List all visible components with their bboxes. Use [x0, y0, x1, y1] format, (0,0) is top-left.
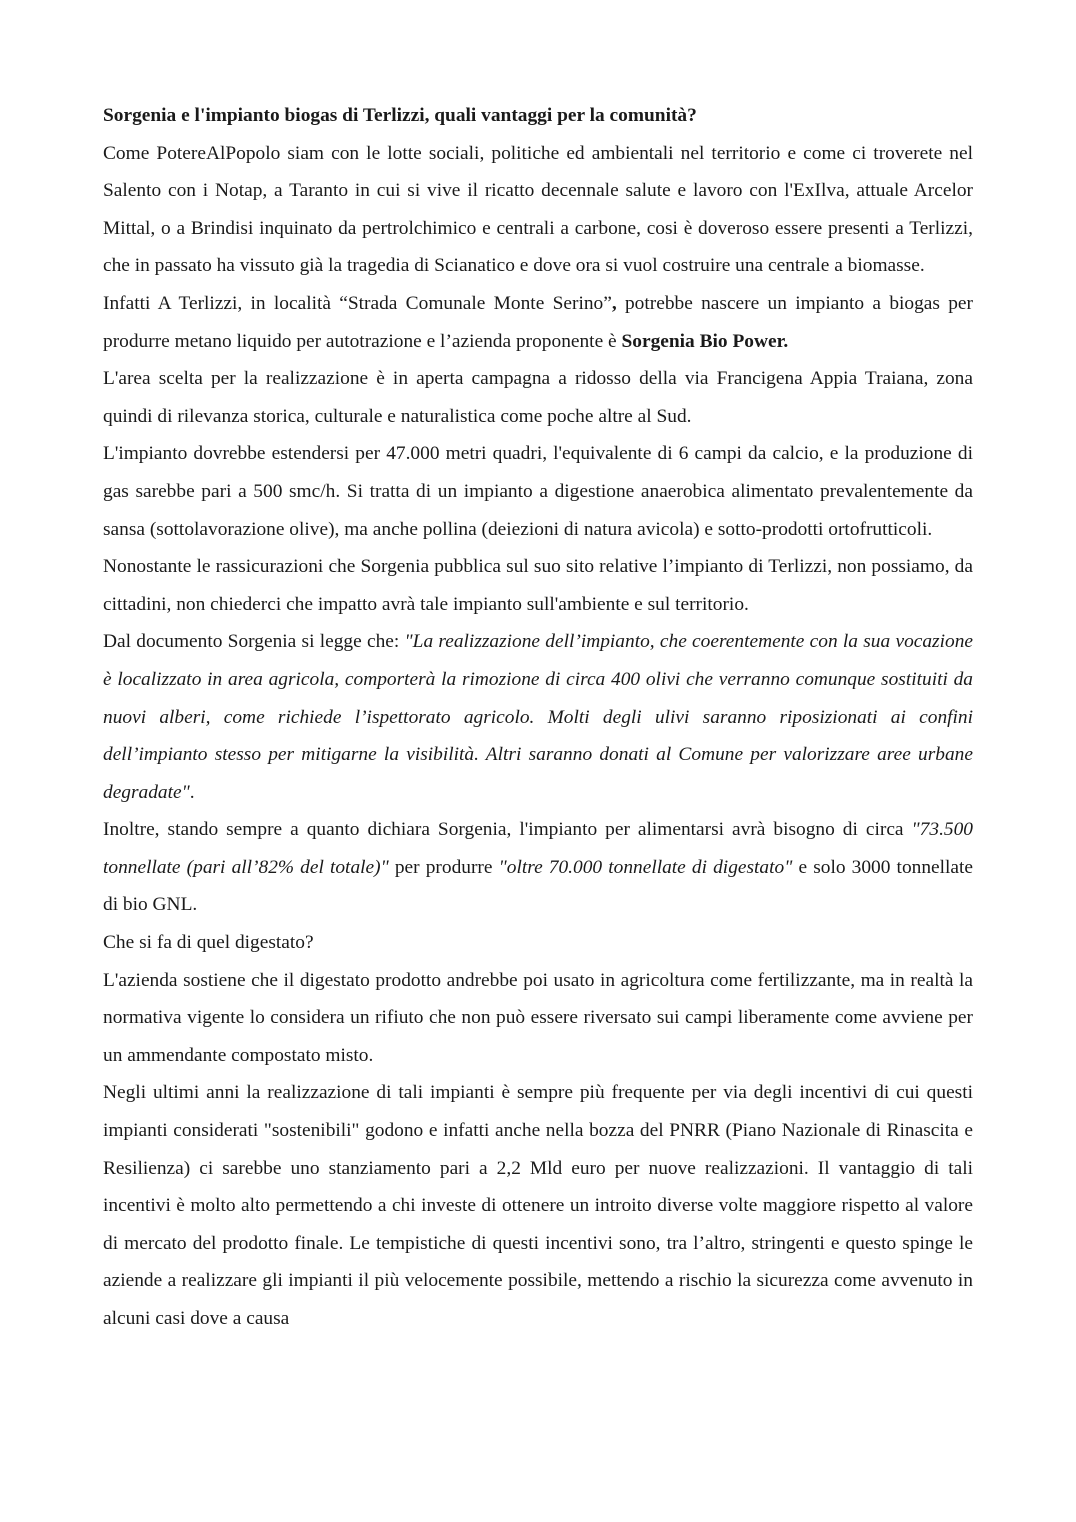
quote-text: "La realizzazione dell’impianto, che coerentemente con la sua vocazione è localizzato in area agricola, comporterà la rimozione di circa 400 olivi che verranno comunque sostituiti da nuovi alberi, come richiede l’ispettorato agricolo. Molti degli ulivi saranno riposizionati ai confini dell’impianto stesso per mitigarne la visibilità. Altri saranno donati al Comune per valorizzare aree urbane degradate" — [103, 631, 973, 803]
paragraph-location-text: Infatti A Terlizzi, in località “Strada Comunale Monte Serino” — [103, 292, 612, 314]
tonnage-quote-1: "73.500 tonnellate (pari all’82% del totale)" — [103, 819, 973, 878]
paragraph-tonnage — [103, 811, 973, 924]
tonnage-text-2: per produrre — [388, 856, 499, 878]
paragraph-location — [103, 285, 973, 360]
company-name: Sorgenia Bio Power. — [621, 330, 789, 352]
document-page — [103, 97, 973, 1338]
paragraph-location-comma: , — [611, 292, 617, 314]
paragraph-question: Che si fa di quel digestato? — [103, 932, 314, 954]
paragraph-location-text-2: potrebbe nascere un impianto a biogas per produrre metano liquido per autotrazione e l’azienda proponente è — [103, 292, 973, 352]
paragraph-document-quote — [103, 623, 973, 811]
quote-intro: Dal documento Sorgenia si legge che: — [103, 631, 405, 653]
paragraph-incentives: Negli ultimi anni la realizzazione di tali impianti è sempre più frequente per via degli incentivi di cui questi impianti considerati "sostenibili" godono e infatti anche nella bozza del PNRR (Piano Nazionale di Rinascita e Resilienza) ci sarebbe uno stanziamento pari a 2,2 Mld euro per nuove realizzazioni. Il vantaggio di tali incentivi è molto alto permettendo a chi investe di ottenere un introito diverse volte maggiore rispetto al valore di mercato del prodotto finale. Le tempistiche di questi incentivi sono, tra l’altro, stringenti e questo spinge le aziende a realizzare gli impianti il più velocemente possibile, mettendo a rischio la sicurezza come avvenuto in alcuni casi dove a causa — [103, 1082, 973, 1329]
tonnage-text-1: Inoltre, stando sempre a quanto dichiara Sorgenia, l'impianto per alimentarsi avrà bisogno di circa — [103, 819, 912, 841]
paragraph-area: L'area scelta per la realizzazione è in aperta campagna a ridosso della via Francigena Appia Traiana, zona quindi di rilevanza storica, culturale e naturalistica come poche altre al Sud. — [103, 368, 973, 427]
paragraph-digestate: L'azienda sostiene che il digestato prodotto andrebbe poi usato in agricoltura come fertilizzante, ma in realtà la normativa vigente lo considera un rifiuto che non può essere riversato sui campi liberamente come avviene per un ammendante compostato misto. — [103, 969, 973, 1066]
paragraph-reassurances: Nonostante le rassicurazioni che Sorgenia pubblica sul suo sito relative l’impianto di Terlizzi, non possiamo, da cittadini, non chiederci che impatto avrà tale impianto sull'ambiente e sul territorio. — [103, 556, 973, 615]
quote-end: . — [189, 781, 195, 803]
document-title: Sorgenia e l'impianto biogas di Terlizzi, quali vantaggi per la comunità? — [103, 105, 697, 126]
paragraph-intro: Come PotereAlPopolo siam con le lotte sociali, politiche ed ambientali nel territorio e come ci troverete nel Salento con i Notap, a Taranto in cui si vive il ricatto decennale salute e lavoro con l'ExIlva, attuale Arcelor Mittal, o a Brindisi inquinato da pertrolchimico e centrali a carbone, cosi è doveroso essere presenti a Terlizzi, che in passato ha vissuto già la tragedia di Scianatico e dove ora si vuol costruire una centrale a biomasse. — [103, 142, 973, 277]
tonnage-text-3: e solo 3000 tonnellate di bio GNL. — [103, 856, 974, 916]
paragraph-plant-size: L'impianto dovrebbe estendersi per 47.000 metri quadri, l'equivalente di 6 campi da calcio, e la produzione di gas sarebbe pari a 500 smc/h. Si tratta di un impianto a digestione anaerobica alimentato prevalentemente da sansa (sottolavorazione olive), ma anche pollina (deiezioni di natura avicola) e sotto-prodotti ortofrutticoli. — [103, 443, 973, 540]
tonnage-quote-2: "oltre 70.000 tonnellate di digestato" — [498, 856, 793, 878]
